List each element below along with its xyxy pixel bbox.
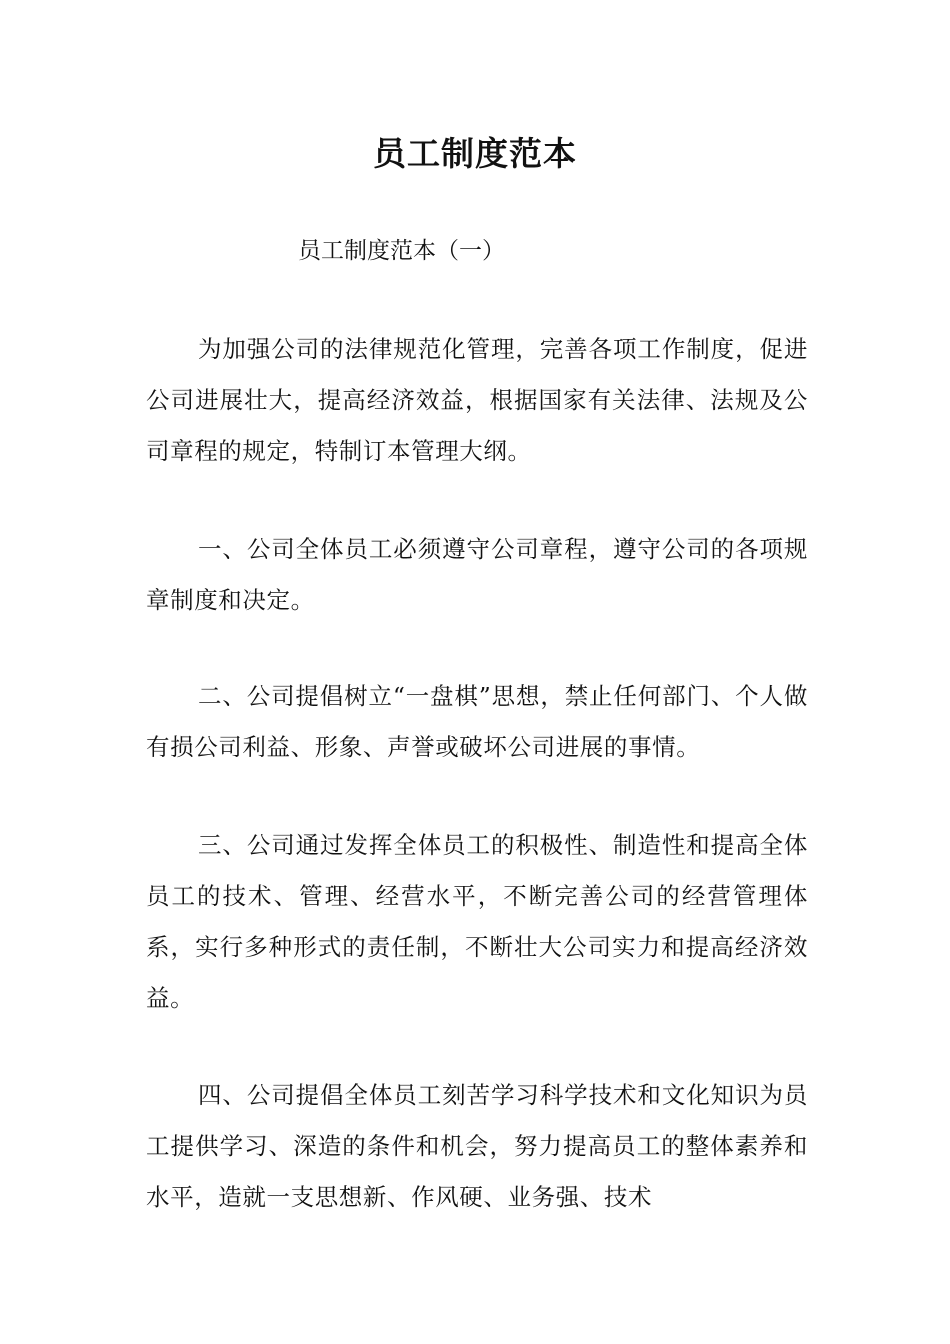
clause-paragraph-4: 四、公司提倡全体员工刻苦学习科学技术和文化知识为员工提供学习、深造的条件和机会，努力提高员工的整体素养和水平，造就一支思想新、作风硬、业务强、技术	[146, 1081, 808, 1211]
document-subtitle: 员工制度范本（一）	[298, 238, 505, 264]
document-title: 员工制度范本	[373, 134, 577, 173]
intro-paragraph: 为加强公司的法律规范化管理，完善各项工作制度，促进公司进展壮大，提高经济效益，根据国家有关法律、法规及公司章程的规定，特制订本管理大纲。	[146, 335, 808, 465]
clause-paragraph-2: 二、公司提倡树立“一盘棋”思想，禁止任何部门、个人做有损公司利益、形象、声誉或破坏公司进展的事情。	[146, 682, 808, 761]
clause-paragraph-3: 三、公司通过发挥全体员工的积极性、制造性和提高全体员工的技术、管理、经营水平，不断完善公司的经营管理体系，实行多种形式的责任制，不断壮大公司实力和提高经济效益。	[146, 831, 808, 1012]
clause-paragraph-1: 一、公司全体员工必须遵守公司章程，遵守公司的各项规章制度和决定。	[146, 535, 808, 614]
